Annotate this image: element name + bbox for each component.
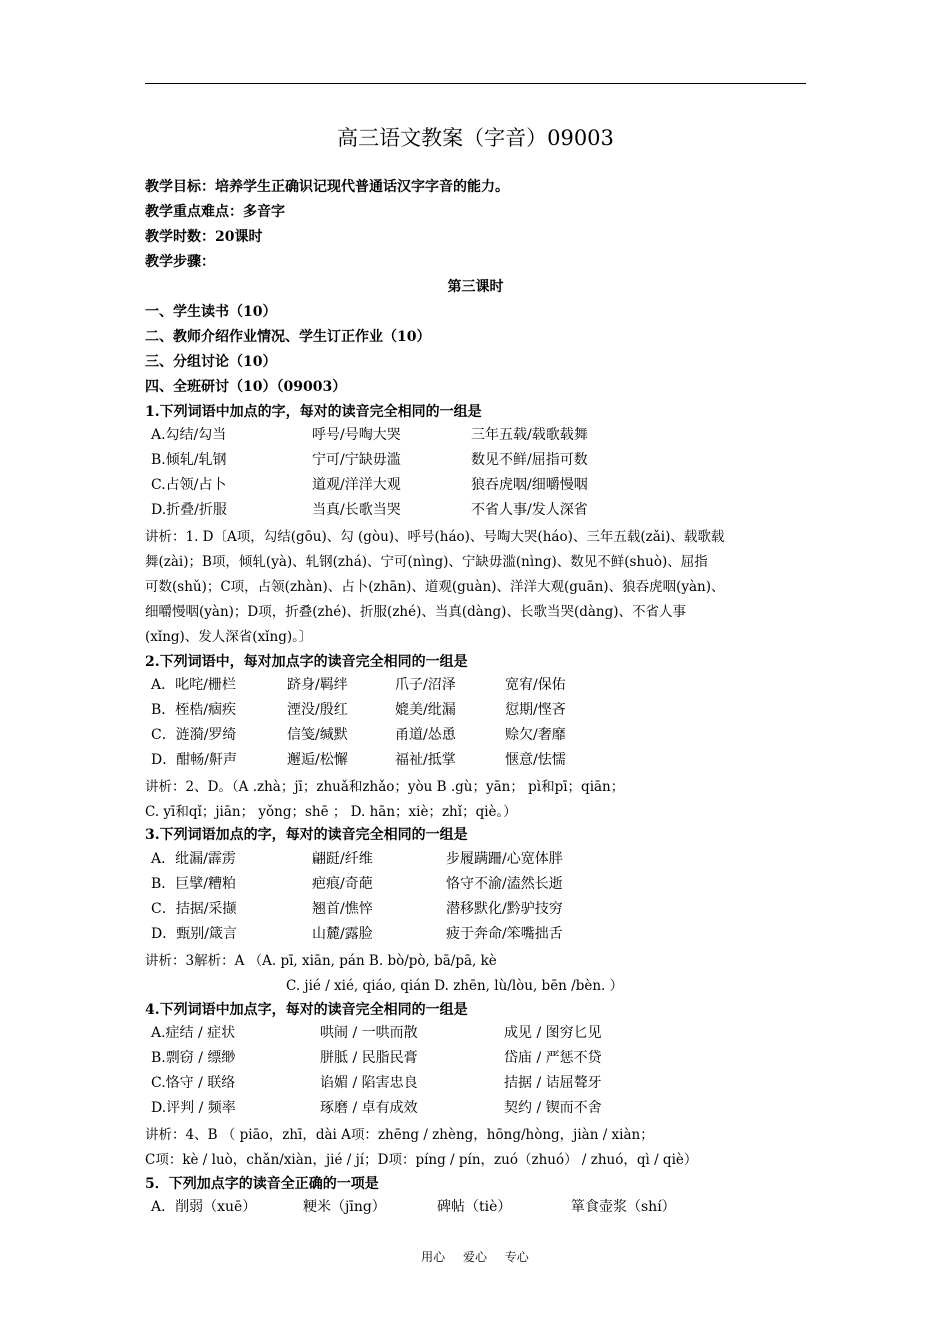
q2-d-col2: 邂逅/松懈 [287,752,348,768]
q1-c-col3: 狼吞虎咽/细嚼慢咽 [471,477,588,493]
q4-c-col1: C.恪守 / 联络 [151,1075,236,1091]
q4-c-col2: 谄媚 / 陷害忠良 [320,1075,418,1091]
question-2-stem: 2.下列词语中，每对加点字的读音完全相同的一组是 [145,654,468,670]
q3-analysis-line: 讲析：3解析：A （A. pī, xiān, pán B. bò/pò, bā/pā, kè [145,953,497,969]
question-4-stem: 4.下列词语中加点字，每对的读音完全相同的一组是 [145,1002,468,1018]
q3-d-col3: 疲于奔命/笨嘴拙舌 [446,926,563,942]
q5-a-col3: 碑帖（tiè） [437,1199,512,1215]
q3-d-col1: D．甄别/箴言 [151,926,237,942]
q4-b-col2: 胼胝 / 民脂民膏 [320,1050,418,1066]
q4-b-col1: B.剽窃 / 缥缈 [151,1050,236,1066]
step-2: 二、教师介绍作业情况、学生订正作业（10） [145,329,431,345]
q3-a-col3: 步履蹒跚/心宽体胖 [446,851,563,867]
question-3-stem: 3.下列词语加点的字，每对的读音完全相同的一组是 [145,827,468,843]
q2-d-col4: 惬意/怯懦 [505,752,566,768]
question-1-stem: 1.下列词语中加点的字，每对的读音完全相同的一组是 [145,404,482,420]
q3-analysis-line: C. jié / xié, qiáo, qián D. zhēn, lù/lòu, bēn /bèn. ） [286,978,624,994]
q3-c-col1: C．拮据/采撷 [151,901,237,917]
q1-b-col2: 宁可/宁缺毋滥 [312,452,401,468]
q4-analysis-line: 讲析：4、B （ piāo，zhī，dài A项：zhēng / zhèng，hōng/hòng，jiàn / xiàn； [145,1127,654,1143]
q4-a-col2: 哄闹 / 一哄而散 [320,1025,418,1041]
q3-a-col1: A．纰漏/霹雳 [151,851,236,867]
q4-a-col1: A.症结 / 症状 [151,1025,236,1041]
header-rule [145,83,806,84]
q4-d-col1: D.评判 / 频率 [151,1100,236,1116]
q1-d-col3: 不省人事/发人深省 [471,502,588,518]
q4-d-col2: 琢磨 / 卓有成效 [320,1100,418,1116]
q2-analysis-line: C. yī和qǐ；jiān； yǒng；shē ； D. hān；xiè；zhǐ；qiè。） [145,804,517,820]
teaching-hours: 教学时数：20课时 [145,229,263,245]
q2-a-col2: 跻身/羁绊 [287,677,348,693]
q5-a-col2: 粳米（jīng） [303,1199,386,1215]
q2-a-col4: 宽宥/保佑 [505,677,566,693]
q4-analysis-line: C项：kè / luò，chǎn/xiàn，jié / jí；D项：píng / pín，zuó（zhuó） / zhuó，qì / qiè） [145,1152,698,1168]
q2-b-col4: 愆期/悭吝 [505,702,566,718]
q3-a-col2: 翩跹/纤维 [312,851,373,867]
q1-analysis-line: (xǐng)、发人深省(xǐng)。〕 [145,629,313,645]
q3-b-col1: B．巨擘/糟粕 [151,876,237,892]
step-1: 一、学生读书（10） [145,304,277,320]
q2-a-col3: 爪子/沼泽 [395,677,456,693]
teaching-steps: 教学步骤： [145,254,215,270]
q2-b-col3: 媲美/纰漏 [395,702,456,718]
q2-c-col1: C．涟漪/罗绮 [151,727,237,743]
q1-c-col1: C.占领/占卜 [151,477,227,493]
q2-analysis-line: 讲析：2、D。（A .zhà；jī；zhuǎ和zhǎo；yòu B .gù；yān； pì和pī；qiān； [145,779,625,795]
page-footer: 用心 爱心 专心 [421,1250,529,1264]
q4-c-col3: 拮据 / 诘屈聱牙 [504,1075,602,1091]
q4-b-col3: 岱庙 / 严惩不贷 [504,1050,602,1066]
q3-c-col3: 潜移默化/黔驴技穷 [446,901,563,917]
q3-b-col3: 恪守不渝/溘然长逝 [446,876,563,892]
q3-c-col2: 翘首/憔悴 [312,901,373,917]
q2-b-col1: B．桎梏/痼疾 [151,702,237,718]
step-3: 三、分组讨论（10） [145,354,277,370]
q1-a-col2: 呼号/号啕大哭 [312,427,401,443]
q1-d-col1: D.折叠/折服 [151,502,227,518]
lesson-heading: 第三课时 [447,279,504,295]
q1-analysis-line: 细嚼慢咽(yàn)；D项，折叠(zhé)、折服(zhé)、当真(dàng)、长歌当哭(dàng)、不省人事 [145,604,687,620]
q1-b-col3: 数见不鲜/屈指可数 [471,452,588,468]
q1-c-col2: 道观/洋洋大观 [312,477,401,493]
q4-d-col3: 契约 / 锲而不舍 [504,1100,602,1116]
q2-a-col1: A．叱咤/栅栏 [151,677,236,693]
q1-a-col3: 三年五载/载歌载舞 [471,427,588,443]
q3-b-col2: 疤痕/奇葩 [312,876,373,892]
teaching-key-points: 教学重点难点：多音字 [145,204,285,220]
teaching-goal: 教学目标：培养学生正确识记现代普通话汉字字音的能力。 [145,179,509,195]
q1-b-col1: B.倾轧/轧钢 [151,452,227,468]
q2-d-col1: D．酣畅/鼾声 [151,752,237,768]
q1-analysis-line: 讲析：1. D〔A项，勾结(gōu)、勾 (gòu)、呼号(háo)、号啕大哭(háo)、三年五载(zǎi)、载歌载 [145,529,725,545]
q2-c-col3: 甬道/怂恿 [395,727,456,743]
q5-a-col1: A．削弱（xuē） [151,1199,257,1215]
page-title: 高三语文教案（字音）09003 [337,126,614,150]
q1-a-col1: A.勾结/勾当 [151,427,227,443]
question-5-stem: 5．下列加点字的读音全正确的一项是 [145,1176,379,1192]
step-4: 四、全班研讨（10）（09003） [145,379,347,395]
q2-b-col2: 湮没/殷红 [287,702,348,718]
q3-d-col2: 山麓/露脸 [312,926,373,942]
q1-d-col2: 当真/长歌当哭 [312,502,401,518]
q1-analysis-line: 可数(shǔ)；C项，占领(zhàn)、占卜(zhān)、道观(guàn)、洋洋大观(guān)、狼吞虎咽(yàn)、 [145,579,725,595]
q2-c-col4: 赊欠/奢靡 [505,727,566,743]
q2-d-col3: 福祉/抵掌 [395,752,456,768]
q5-a-col4: 箪食壶浆（shí） [571,1199,676,1215]
q1-analysis-line: 舞(zài)；B项，倾轧(yà)、轧钢(zhá)、宁可(nìng)、宁缺毋滥(nìng)、数见不鲜(shuò)、屈指 [145,554,708,570]
q4-a-col3: 成见 / 图穷匕见 [504,1025,602,1041]
q2-c-col2: 信笺/缄默 [287,727,348,743]
